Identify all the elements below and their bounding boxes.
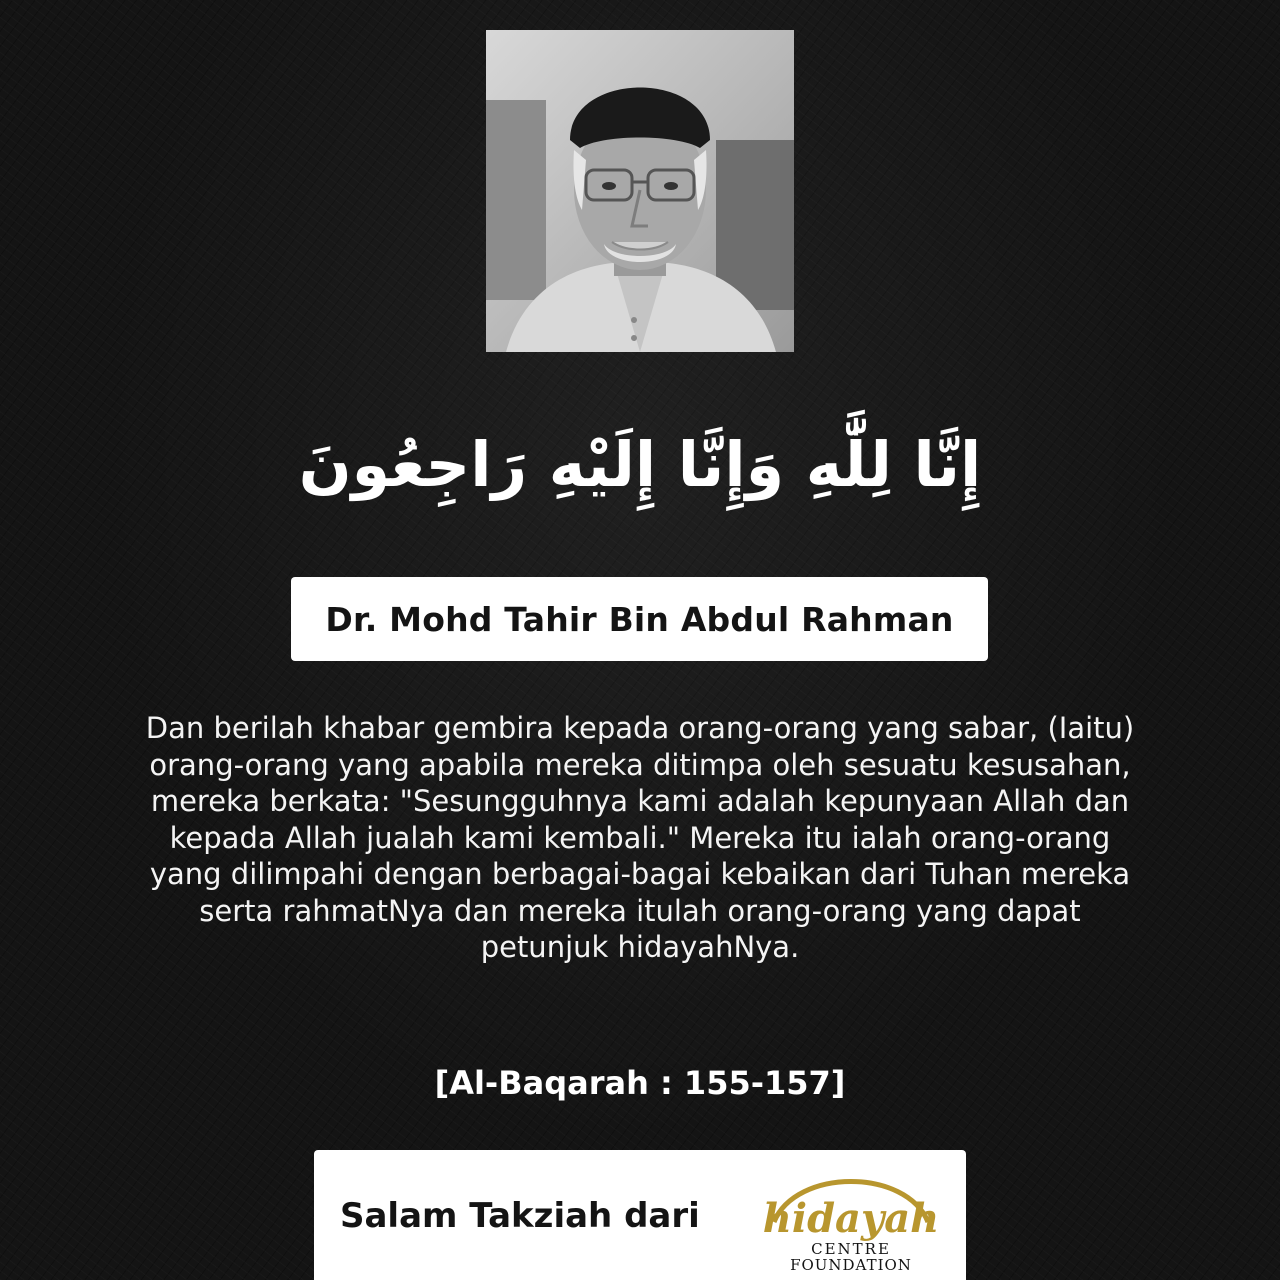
logo-graphic [756, 1164, 946, 1276]
logo-word-hidayah: hidayah [762, 1195, 940, 1242]
quran-verse-text: Dan berilah khabar gembira kepada orang-orang yang sabar, (Iaitu) orang-orang yang apabila mereka ditimpa oleh sesuatu kesusahan, mereka berkata: "Sesungguhnya kami adalah kepunyaan Allah dan kepada Allah jualah kami kembali." Mereka itu ialah orang-orang yang dilimpahi dengan berbagai-bagai kebaikan dari Tuhan mereka serta rahmatNya dan mereka itulah orang-orang yang dapat petunjuk hidayahNya. [145, 711, 1135, 964]
calligraphy-inna-lillahi [298, 376, 982, 526]
deceased-name: Dr. Mohd Tahir Bin Abdul Rahman [325, 599, 954, 639]
logo-word-centre: CENTRE [811, 1240, 891, 1258]
footer-banner [314, 1150, 966, 1280]
calligraphy-text: إِنَّا لِلَّٰهِ وَإِنَّا إِلَيْهِ رَاجِعُونَ [298, 428, 982, 501]
arabic-calligraphy-graphic [298, 376, 982, 526]
portrait-illustration [486, 30, 794, 352]
condolence-text: Salam Takziah dari [340, 1196, 700, 1236]
portrait-photo [486, 30, 794, 352]
logo-word-foundation: FOUNDATION [790, 1256, 912, 1274]
verse-reference: [Al-Baqarah : 155-157] [434, 1064, 846, 1102]
name-banner [291, 577, 988, 661]
hidayah-centre-logo [756, 1164, 946, 1276]
